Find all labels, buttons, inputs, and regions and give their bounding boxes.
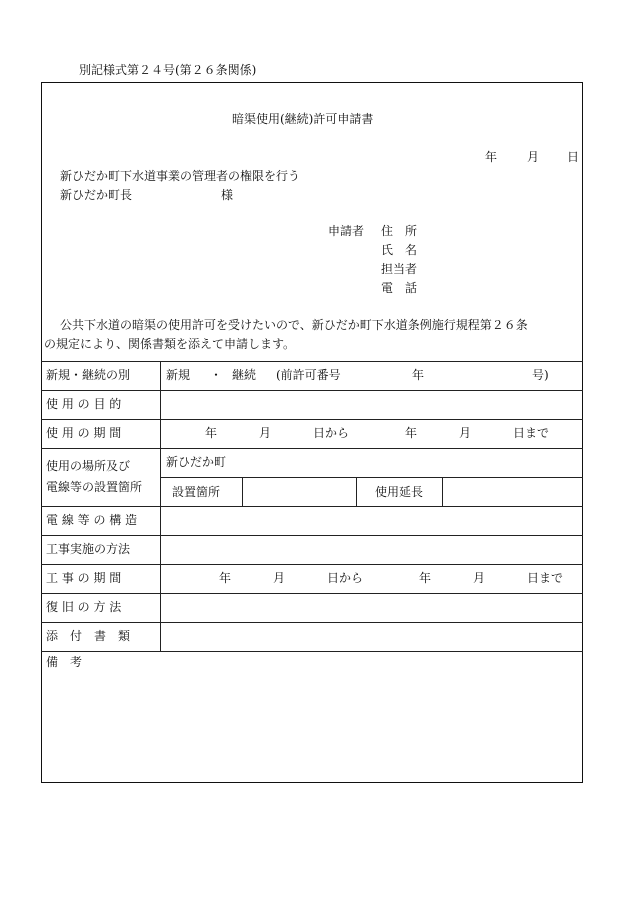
row-divider (41, 535, 583, 536)
use-period-year1: 年 (205, 426, 218, 440)
cell-divider (356, 477, 357, 506)
wire-structure-label: 電 線 等 の 構 造 (46, 513, 138, 527)
purpose-label: 使 用 の 目 的 (46, 397, 122, 411)
renew-option: 継続 (232, 368, 257, 382)
addressee-honorific: 様 (221, 188, 234, 202)
prev-permit-number: 号) (532, 368, 549, 382)
new-option: 新規 (166, 368, 191, 382)
date-month-label: 月 (527, 150, 540, 164)
remarks-label: 備 考 (46, 655, 83, 669)
option-separator: ・ (210, 368, 223, 382)
date-year-label: 年 (485, 150, 498, 164)
location-label-line2: 電線等の設置箇所 (46, 480, 143, 494)
cell-divider (242, 477, 243, 506)
location-label-line1: 使用の場所及び (46, 459, 131, 473)
work-period-until: 日まで (527, 571, 564, 585)
row-divider (41, 622, 583, 623)
prev-permit-label: (前許可番号 (276, 368, 341, 382)
construction-method-label: 工事実施の方法 (46, 542, 131, 556)
use-period-month1: 月 (259, 426, 272, 440)
applicant-label: 申請者 (328, 224, 365, 238)
work-period-year1: 年 (219, 571, 232, 585)
installation-site-label: 設置箇所 (172, 485, 221, 499)
row-divider (160, 477, 583, 478)
work-period-month2: 月 (473, 571, 486, 585)
row-divider (41, 506, 583, 507)
new-renew-label: 新規・継続の別 (46, 368, 131, 382)
row-divider (41, 651, 583, 652)
attachments-label: 添 付 書 類 (46, 629, 131, 643)
addressee-line2: 新ひだか町長 (60, 188, 133, 202)
applicant-person-label: 担当者 (381, 262, 418, 276)
label-column-divider (160, 361, 161, 651)
body-text-line1: 公共下水道の暗渠の使用許可を受けたいので、新ひだか町下水道条例施行規程第２６条 (60, 318, 528, 332)
work-period-month1: 月 (273, 571, 286, 585)
row-divider (41, 593, 583, 594)
use-period-month2: 月 (459, 426, 472, 440)
row-divider (41, 564, 583, 565)
work-period-from: 日から (327, 571, 364, 585)
row-divider (41, 390, 583, 391)
prev-permit-year: 年 (412, 368, 425, 382)
table-top-border (41, 361, 583, 362)
cell-divider (442, 477, 443, 506)
row-divider (41, 419, 583, 420)
date-day-label: 日 (567, 150, 580, 164)
applicant-address-label: 住 所 (381, 224, 418, 238)
use-period-year2: 年 (405, 426, 418, 440)
body-text-line2: の規定により、関係書類を添えて申請します。 (44, 337, 296, 351)
form-title: 暗渠使用(継続)許可申請書 (232, 112, 374, 126)
location-town: 新ひだか町 (166, 455, 227, 469)
applicant-phone-label: 電 話 (381, 281, 418, 295)
applicant-name-label: 氏 名 (381, 243, 418, 257)
use-period-until: 日まで (513, 426, 550, 440)
use-period-from: 日から (313, 426, 350, 440)
addressee-line1: 新ひだか町下水道事業の管理者の権限を行う (60, 169, 301, 183)
work-period-year2: 年 (419, 571, 432, 585)
restoration-method-label: 復 旧 の 方 法 (46, 600, 122, 614)
row-divider (41, 448, 583, 449)
use-period-label: 使 用 の 期 間 (46, 426, 122, 440)
usage-length-label: 使用延長 (375, 485, 424, 499)
work-period-label: 工 事 の 期 間 (46, 571, 122, 585)
form-number: 別記様式第２４号(第２６条関係) (79, 63, 257, 77)
